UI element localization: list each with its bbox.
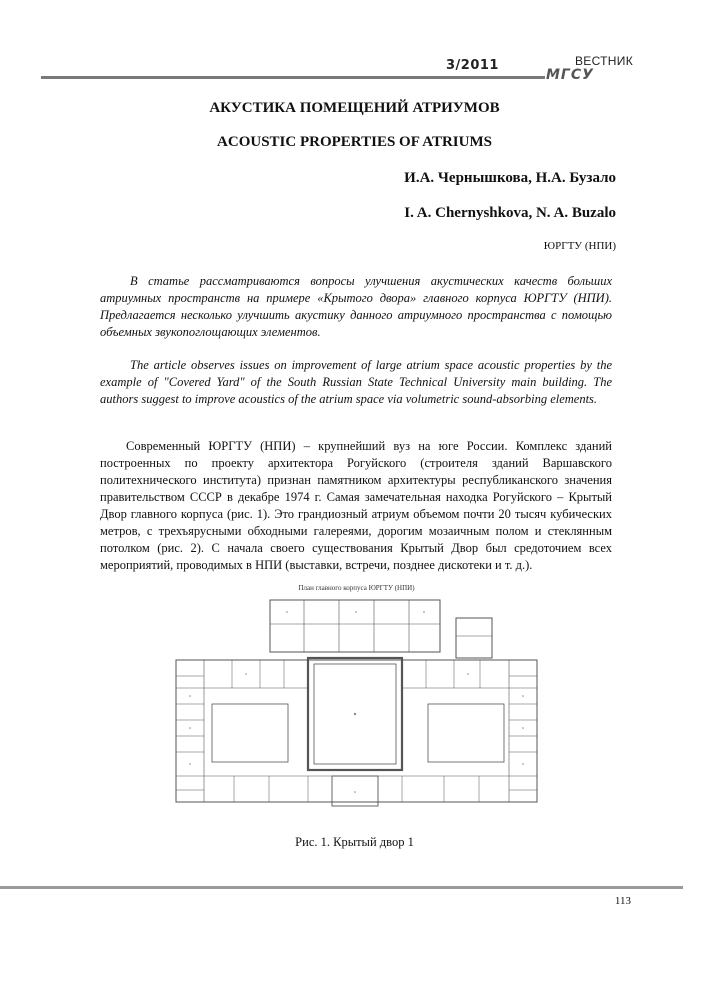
abstract-english: The article observes issues on improvement of large atrium space acoustic properties by the example of "Covered Yard" of the South Russian State Technical University main building. The authors suggest to improve acoustics of the atrium space via volumetric sound-absorbing elements.: [100, 358, 612, 406]
issue-number: 3/2011: [446, 58, 499, 73]
footer-rule: [0, 886, 683, 889]
affiliation: ЮРГТУ (НПИ): [543, 240, 616, 252]
body-paragraph: Современный ЮРГТУ (НПИ) – крупнейший вуз на юге России. Комплекс зданий построенных по проекту архитектора Рогуйского (строителя зданий Варшавского политехнического института) признан памятником архитектуры республиканского значения правительством СССР в декабре 1974 г. Самая замечательная находка Рогуйского – Крытый Двор главного корпуса (рис. 1). Это грандиозный атриум объемом почти 20 тысяч кубических метров, с трехъярусными обходными галереями, дорогим мозаичным полом и стеклянным потолком (рис. 2). С начала своего существования Крытый Двор был средоточием всех мероприятий, проводимых в НПИ (выставки, встречи, позднее дискотеки и т. д.).: [100, 439, 612, 572]
journal-name: ВЕСТНИК: [575, 54, 633, 68]
journal-logo: МГСУ: [546, 67, 594, 83]
title-english: ACOUSTIC PROPERTIES OF ATRIUMS: [217, 134, 492, 150]
page-number: 113: [614, 895, 631, 907]
header-rule: [41, 76, 545, 79]
authors-russian: И.А. Чернышкова, Н.А. Бузало: [404, 170, 616, 186]
figure-caption: Рис. 1. Крытый двор 1: [295, 835, 414, 849]
figure-title: План главного корпуса ЮРГТУ (НПИ): [298, 584, 415, 592]
floor-plan-figure: [174, 584, 539, 809]
abstract-russian: В статье рассматриваются вопросы улучшения акустических качеств больших атриумных пространств на примере «Крытого двора» главного корпуса ЮРГТУ (НПИ). Предлагается несколько улучшить акустику данного атриумного пространства с помощью объемных звукопоглощающих элементов.: [100, 274, 612, 339]
authors-english: I. A. Chernyshkova, N. A. Buzalo: [404, 205, 616, 221]
title-russian: АКУСТИКА ПОМЕЩЕНИЙ АТРИУМОВ: [209, 100, 500, 116]
floor-plan-drawing: [174, 596, 539, 808]
